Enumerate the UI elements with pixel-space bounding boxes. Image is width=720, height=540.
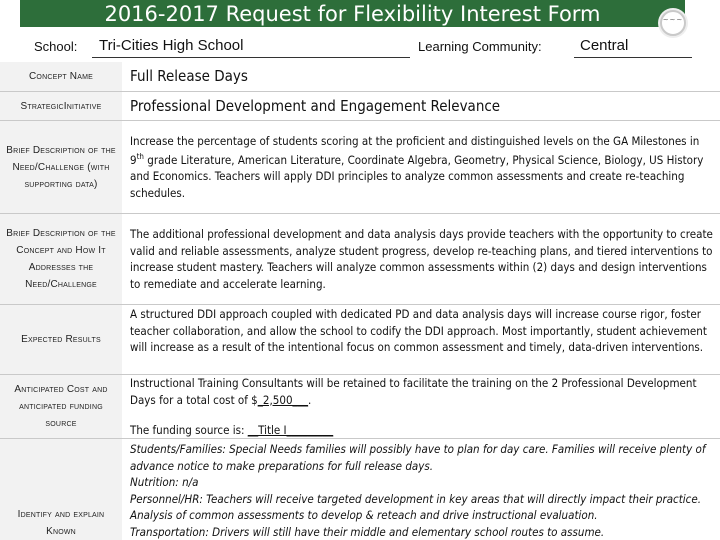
logo-mark: ~~~: [662, 16, 684, 24]
concept-name-value: Full Release Days: [130, 67, 248, 86]
need-challenge-label: Brief Description of the Need/Challenge (with supporting data): [0, 121, 122, 213]
anticipated-cost-value: [130, 375, 716, 438]
learning-community-label: Learning Community:: [418, 39, 542, 54]
row-expected-results: [0, 304, 720, 374]
expected-results-label: Expected Results: [0, 305, 122, 374]
expected-results-value: [130, 305, 716, 374]
cost-text: Instructional Training Consultants will be retained to facilitate the training on the 2 Professional Development Days for a total cost of $: [130, 376, 697, 407]
strategic-initiative-value: Professional Development and Engagement Relevance: [130, 96, 501, 115]
cost-amount: _2,500___: [257, 392, 309, 407]
form-title: [20, 0, 685, 27]
need-text-part2: grade Literature, American Literature, Coordinate Algebra, Geometry, Physical Science, Biology, US History and Economics. Teachers will apply DDI principles to analyze common assessments and create re-teaching schedules.: [130, 152, 704, 200]
learning-community-value: Central: [580, 37, 629, 54]
school-label: School:: [34, 39, 78, 54]
cost-paragraph: [130, 375, 716, 408]
row-anticipated-cost: [0, 374, 720, 438]
school-underline: [92, 57, 410, 58]
need-text-part1: Increase the percentage of students scoring at the proficient and distinguished levels on the GA Milestones in 9: [130, 133, 700, 167]
concept-description-label: Brief Description of the Concept and How It Addresses the Need/Challenge: [0, 214, 122, 304]
need-challenge-value: [130, 121, 716, 213]
school-info-row: [0, 34, 720, 58]
known-impacts-value: [130, 439, 716, 540]
row-known-impacts: [0, 438, 720, 540]
funding-source-prefix: The funding source is:: [130, 423, 248, 437]
anticipated-cost-label: Anticipated Cost and anticipated funding source: [0, 375, 122, 438]
known-impacts-paragraph: Students/Families: Special Needs families will possibly have to plan for day care. Families will receive plenty of advance notice to make preparations for full release days. Nutrition: n/a Personnel/HR: Teachers will receive targeted development in key areas that will directly impact their practice. Analysis of common assessments to develop & reteach and drive instructional evaluation. Transportation: Drivers will still have their middle and elementary school routes to assume.: [130, 442, 706, 539]
row-concept-description: [0, 213, 720, 304]
cost-text-end: .: [308, 392, 312, 407]
strategic-initiative-label: StrategicInitiative: [0, 92, 122, 120]
row-concept-name: [0, 62, 720, 91]
expected-results-paragraph: A structured DDI approach coupled with dedicated PD and data analysis days will increase course rigor, foster teacher collaboration, and allow the school to codify the DDI approach. Most importantly, student achievement will increase as a result of the intentional focus on common assessment and timely, data-driven interventions.: [130, 307, 707, 354]
need-text-sup: th: [136, 152, 144, 162]
known-impacts-label: Identify and explain Known: [0, 439, 122, 540]
community-underline: [574, 57, 692, 58]
concept-description-paragraph: The additional professional development and data analysis days provide teachers with the opportunity to create valid and reliable assessments, analyze student progress, develop re-teaching plans, and tiered interventions to increase student mastery. Teachers will analyze common assessments within (2) days and design interventions to remediate and accelerate learning.: [130, 227, 713, 291]
school-value: Tri-Cities High School: [99, 37, 244, 54]
concept-description-value: [130, 214, 716, 304]
need-challenge-paragraph: [130, 133, 716, 202]
school-logo-icon: [660, 10, 686, 36]
concept-name-label: Concept Name: [0, 62, 122, 91]
form-title-text: 2016-2017 Request for Flexibility Interest Form: [104, 2, 601, 26]
funding-source-line: [130, 422, 333, 439]
row-need-challenge: [0, 120, 720, 213]
funding-source-value: __Title I_________: [247, 423, 334, 437]
row-strategic-initiative: [0, 91, 720, 120]
